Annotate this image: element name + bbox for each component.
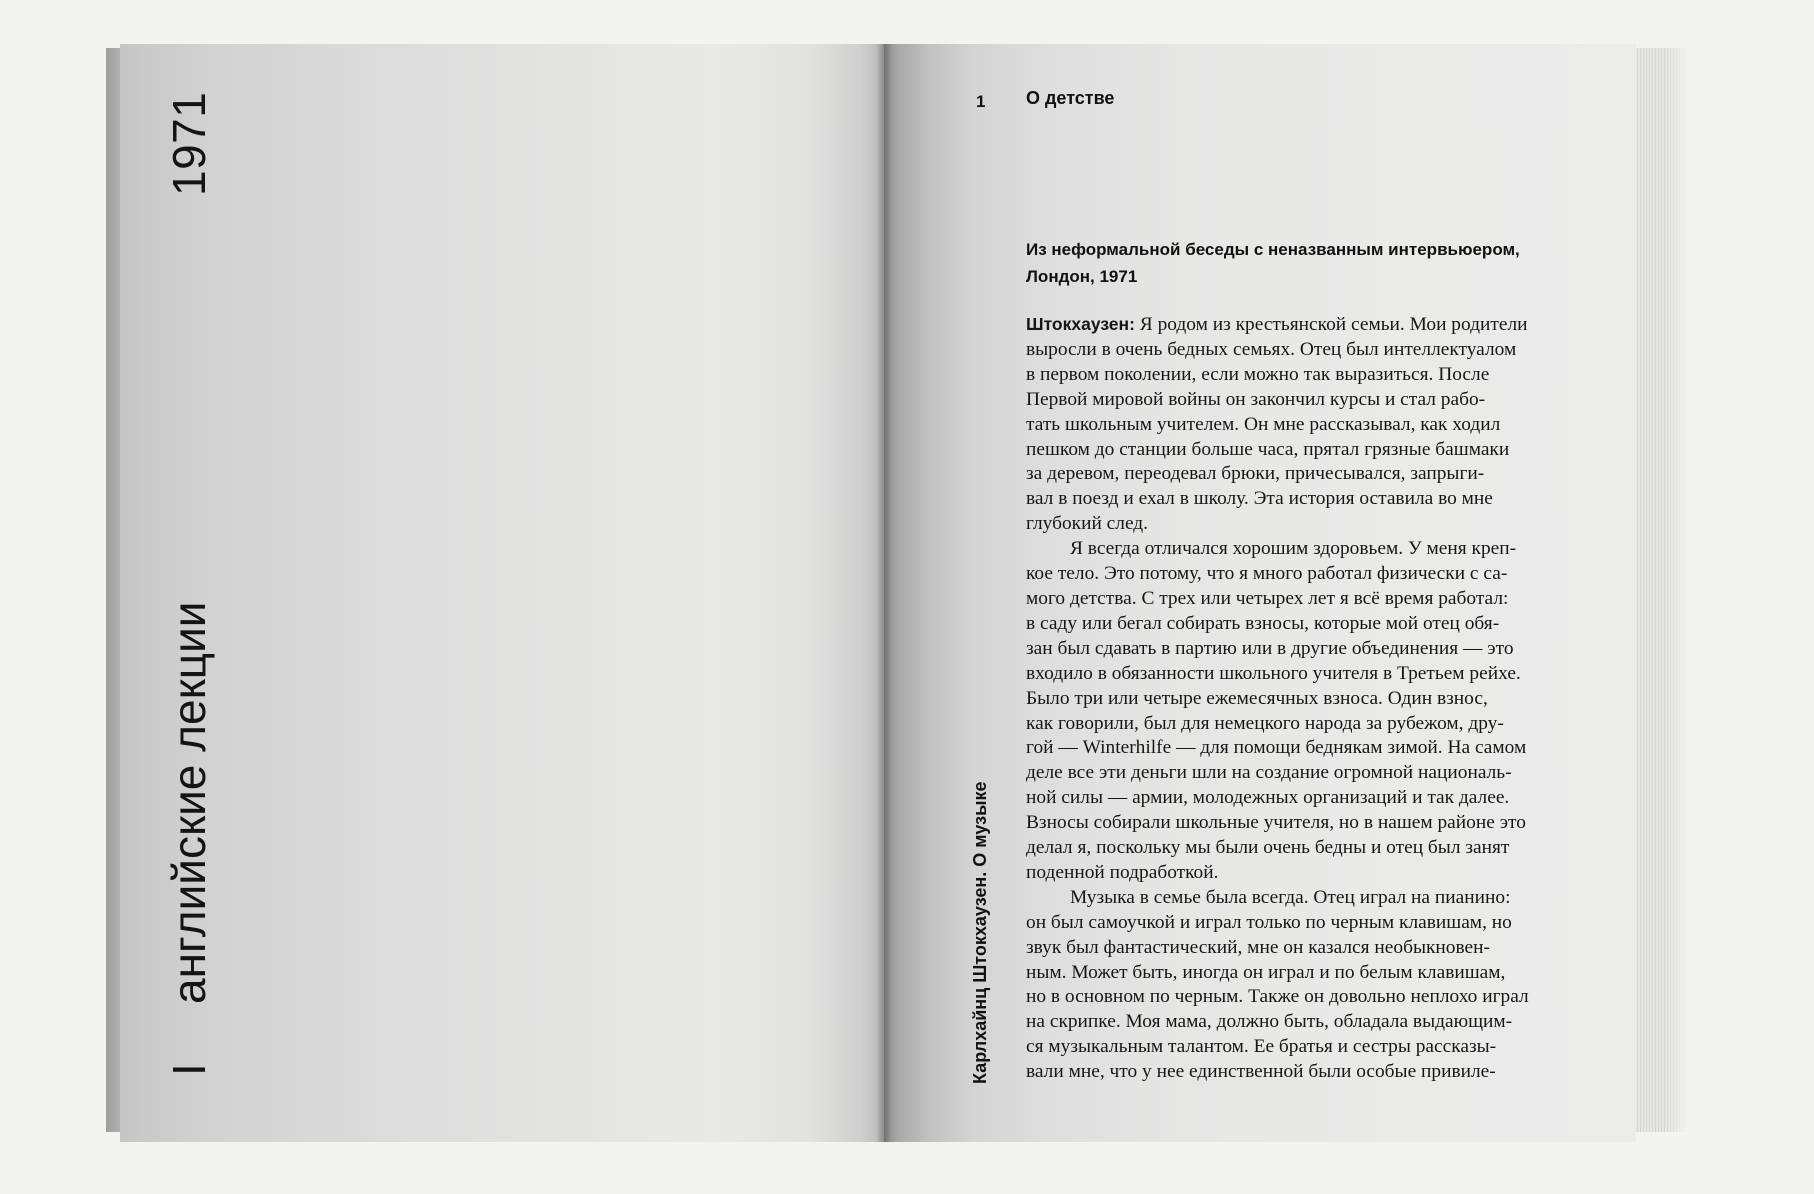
chapter-title: О детстве	[1026, 88, 1115, 108]
body-line: входило в обязанности школьного учителя в Третьем рейхе.	[1026, 662, 1521, 684]
subheading	[1026, 236, 1586, 290]
body-line: Музыка в семье была всегда. Отец играл на пианино:	[1070, 886, 1511, 908]
body-line: он был самоучкой и играл только по черным клавишам, но	[1026, 911, 1512, 933]
body-line: мого детства. С трех или четырех лет я всё время работал:	[1026, 587, 1509, 609]
body-line: вали мне, что у нее единственной были особые привиле-	[1026, 1061, 1496, 1083]
body-line: гой — Winterhilfe — для помощи беднякам зимой. На самом	[1026, 737, 1527, 759]
body-line: деле все эти деньги шли на создание огромной националь-	[1026, 762, 1512, 784]
running-spine-title: Карлхайнц Штокхаузен. О музыке	[970, 781, 990, 1084]
body-line: делал я, поскольку мы были очень бедны и отец был занят	[1026, 837, 1510, 859]
body-line: выросли в очень бедных семьях. Отец был интеллектуалом	[1026, 338, 1517, 360]
body-line: ной силы — армии, молодежных организаций и так далее.	[1026, 787, 1510, 809]
body-line: вал в поезд и ехал в школу. Эта история оставила во мне	[1026, 488, 1493, 510]
body-line: пешком до станции больше часа, прятал грязные башмаки	[1026, 438, 1510, 460]
section-numeral: I	[163, 1063, 215, 1076]
body-line: в первом поколении, если можно так выразиться. После	[1026, 363, 1490, 385]
left-page	[120, 44, 884, 1142]
subheading-line: Из неформальной беседы с неназванным интервьюером,	[1026, 240, 1520, 259]
body-line: зан был сдавать в партию или в другие объединения — это	[1026, 637, 1514, 659]
spine-gutter-shadow	[876, 44, 892, 1142]
subheading-line: Лондон, 1971	[1026, 267, 1138, 286]
page-number: 1	[976, 92, 986, 111]
body-line: Первой мировой войны он закончил курсы и стал рабо-	[1026, 388, 1486, 410]
body-line: ным. Может быть, иногда он играл и по белым клавишам,	[1026, 961, 1506, 983]
body-line: в саду или бегал собирать взносы, которые мой отец обя-	[1026, 612, 1500, 634]
body-line: глубокий след.	[1026, 513, 1149, 535]
body-line-text: Я родом из крестьянской семьи. Мои родители	[1134, 314, 1528, 335]
section-title: английские лекции	[163, 601, 215, 1004]
body-line: за деревом, переодевал брюки, причесывался, запрыги-	[1026, 463, 1485, 485]
section-year: 1971	[163, 91, 215, 196]
speaker-name: Штокхаузен:	[1026, 314, 1135, 334]
body-line: Было три или четыре ежемесячных взноса. Один взнос,	[1026, 687, 1488, 709]
body-line: тать школьным учителем. Он мне рассказывал, как ходил	[1026, 413, 1501, 435]
body-text	[1026, 312, 1586, 1085]
body-line: звук был фантастический, мне он казался необыкновен-	[1026, 936, 1490, 958]
body-line: ся музыкальным талантом. Ее братья и сестры рассказы-	[1026, 1036, 1497, 1058]
body-line: кое тело. Это потому, что я много работал физически с са-	[1026, 563, 1508, 585]
right-page	[884, 44, 1636, 1142]
body-line: поденной подработкой.	[1026, 861, 1219, 883]
body-line	[1026, 312, 1586, 338]
body-line: как говорили, был для немецкого народа за рубежом, дру-	[1026, 712, 1504, 734]
body-line: Я всегда отличался хорошим здоровьем. У меня креп-	[1070, 538, 1517, 560]
body-line: но в основном по черным. Также он довольно неплохо играл	[1026, 986, 1529, 1008]
body-line: на скрипке. Моя мама, должно быть, обладала выдающим-	[1026, 1011, 1513, 1033]
body-line: Взносы собирали школьные учителя, но в нашем районе это	[1026, 812, 1526, 834]
